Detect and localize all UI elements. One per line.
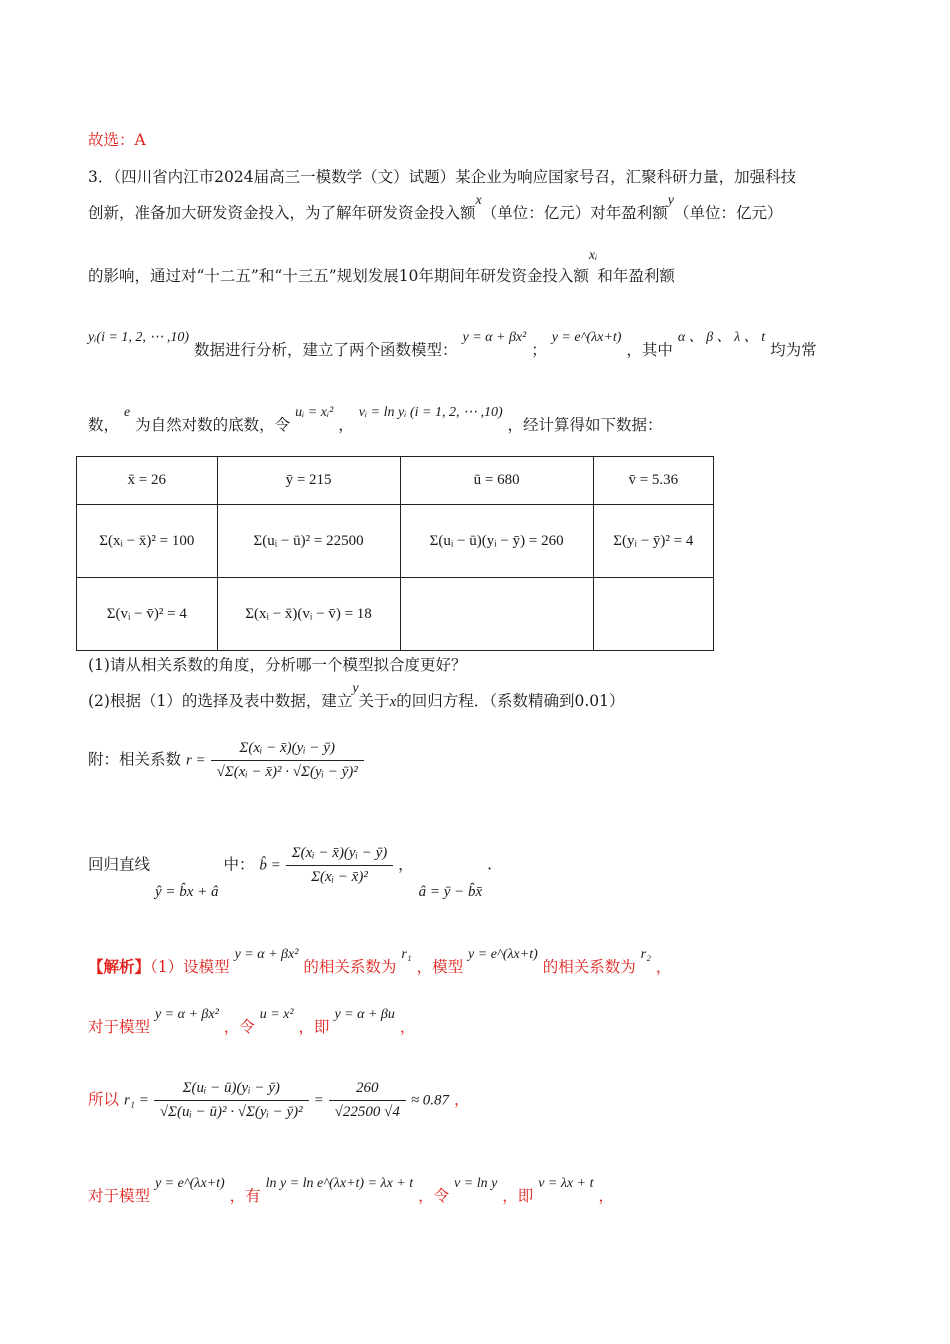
def-v: v = ln y	[454, 1176, 498, 1191]
fraction-denominator: √22500 √4	[329, 1100, 406, 1121]
solution-text: ，	[453, 1090, 470, 1109]
r1-value-fraction	[329, 1080, 406, 1121]
solution-text: 的相关系数为	[542, 958, 636, 976]
problem-text: ，经计算得如下数据：	[507, 416, 663, 434]
linear-model: v = λx + t	[538, 1176, 594, 1191]
solution-line-2	[88, 1007, 416, 1037]
data-table	[76, 456, 714, 651]
separator: ，	[338, 416, 354, 434]
model-1-formula: y = α + βx²	[154, 1007, 219, 1022]
period: .	[487, 855, 493, 874]
a-equation: â = ȳ − b̂x̄	[418, 883, 483, 900]
question-1	[88, 653, 466, 675]
solution-tag: 【解析】	[88, 957, 151, 976]
problem-text: 和年盈利额	[597, 267, 675, 285]
question-text: 的回归方程．（系数精确到0.01）	[396, 692, 625, 710]
problem-text: ，其中	[626, 341, 673, 359]
question-text: (2)根据（1）的选择及表中数据，建立	[88, 692, 353, 710]
table-cell: Σ(uᵢ − ū)(yᵢ − ȳ) = 260	[400, 505, 593, 578]
solution-line-1	[88, 947, 672, 977]
fraction-numerator: 260	[356, 1080, 379, 1096]
separator: ；	[531, 341, 547, 359]
r1-lhs: r₁ =	[123, 1092, 149, 1109]
table-cell: Σ(yᵢ − ȳ)² = 4	[593, 505, 713, 578]
r1-approx: ≈ 0.87	[410, 1092, 450, 1109]
appendix-text: 中：	[223, 855, 255, 874]
problem-line-1	[88, 165, 796, 187]
problem-text: 数据进行分析，建立了两个函数模型：	[194, 341, 458, 359]
log-transform: ln y = ln e^(λx+t) = λx + t	[265, 1176, 414, 1191]
def-u: uᵢ = xᵢ²	[295, 405, 334, 420]
solution-text: ，令	[418, 1187, 450, 1205]
def-v: vᵢ = ln yᵢ (i = 1, 2, ⋯ ,10)	[358, 405, 503, 420]
table-cell: Σ(xᵢ − x̄)² = 100	[77, 505, 218, 578]
separator: ，	[398, 855, 414, 874]
solution-text: ，	[655, 958, 672, 976]
table-cell: x̄ = 26	[77, 457, 218, 505]
b-fraction	[286, 845, 394, 886]
model-2-formula: y = e^(λx+t)	[154, 1176, 225, 1191]
solution-line-3	[88, 1080, 470, 1121]
var-yi: yᵢ(i = 1, 2, ⋯ ,10)	[88, 330, 190, 345]
model-1-formula: y = α + βx²	[462, 330, 527, 345]
problem-text: （四川省内江市2024届高三一模数学（文）试题）某企业为响应国家号召，汇聚科研力量，加强科技	[113, 168, 797, 186]
table-cell: Σ(vᵢ − v̄)² = 4	[77, 578, 218, 651]
fraction-numerator: Σ(xᵢ − x̄)(yᵢ − ȳ)	[291, 845, 388, 861]
r1: r₁	[401, 947, 412, 962]
problem-line-4	[88, 330, 817, 360]
appendix-correlation	[88, 740, 364, 781]
table-cell: v̄ = 5.36	[593, 457, 713, 505]
fraction-numerator: Σ(xᵢ − x̄)(yᵢ − ȳ)	[239, 740, 335, 756]
fraction-denominator: Σ(xᵢ − x̄)²	[286, 865, 394, 886]
problem-text: 均为常	[770, 341, 817, 359]
var-y: y	[667, 193, 674, 208]
solution-text: ，令	[223, 1018, 255, 1036]
problem-text: （单位：亿元）	[673, 204, 783, 222]
problem-number: 3．	[88, 168, 114, 186]
problem-line-3	[88, 248, 675, 286]
solution-text: （1）设模型	[150, 958, 230, 976]
appendix-label: 附：相关系数	[88, 750, 182, 769]
var-e: e	[123, 405, 131, 420]
b-lhs: b̂ =	[259, 857, 281, 874]
problem-text: 的影响，通过对“十二五”和“十三五”规划发展10年期间年研发资金投入额	[88, 267, 589, 285]
table-cell: ȳ = 215	[217, 457, 400, 505]
table-row	[77, 578, 714, 651]
answer-line	[88, 128, 146, 150]
appendix-label: 回归直线	[88, 855, 151, 874]
model-2-formula: y = e^(λx+t)	[551, 330, 622, 345]
table-cell: Σ(xᵢ − x̄)(vᵢ − v̄) = 18	[217, 578, 400, 651]
table-row	[77, 505, 714, 578]
problem-text: 创新，准备加大研发资金投入，为了解年研发资金投入额	[88, 204, 476, 222]
solution-text: 对于模型	[88, 1187, 151, 1205]
r1-fraction	[154, 1080, 309, 1121]
question-text: 关于	[358, 692, 390, 710]
fraction-denominator: √Σ(xᵢ − x̄)² · √Σ(yᵢ − ȳ)²	[211, 760, 364, 781]
table-cell	[400, 578, 593, 651]
question-text: (1)请从相关系数的角度，分析哪一个模型拟合度更好？	[88, 656, 467, 674]
problem-text: 为自然对数的底数，令	[135, 416, 291, 434]
solution-text: ，模型	[416, 958, 464, 976]
solution-text: 所以	[88, 1090, 120, 1109]
r2: r₂	[640, 947, 651, 962]
var-x: x	[389, 694, 397, 710]
regression-equation: ŷ = b̂x + â	[154, 883, 219, 900]
model-1-formula: y = α + βx²	[234, 947, 299, 962]
problem-text: （单位：亿元）对年盈利额	[481, 204, 668, 222]
problem-line-2	[88, 193, 783, 223]
solution-text: 的相关系数为	[303, 958, 397, 976]
r-lhs: r =	[185, 752, 206, 769]
def-u: u = x²	[259, 1007, 294, 1022]
solution-text: ，即	[502, 1187, 534, 1205]
solution-text: ，有	[229, 1187, 261, 1205]
table-cell	[593, 578, 713, 651]
equals-sign: =	[313, 1092, 324, 1109]
solution-text: 对于模型	[88, 1018, 151, 1036]
fraction-denominator: √Σ(uᵢ − ū)² · √Σ(yᵢ − ȳ)²	[154, 1100, 309, 1121]
problem-line-5	[88, 405, 663, 435]
question-2	[88, 681, 625, 711]
var-x: x	[475, 193, 482, 208]
table-row	[77, 457, 714, 505]
answer-text: 故选：A	[88, 131, 146, 149]
var-xi: xᵢ	[588, 248, 598, 263]
solution-text: ，即	[298, 1018, 330, 1036]
linear-model: y = α + βu	[334, 1007, 395, 1022]
model-2-formula: y = e^(λx+t)	[468, 947, 538, 962]
solution-line-4	[88, 1176, 614, 1206]
fraction-numerator: Σ(uᵢ − ū)(yᵢ − ȳ)	[182, 1080, 280, 1096]
table-cell: Σ(uᵢ − ū)² = 22500	[217, 505, 400, 578]
parameters: α 、 β 、 λ 、 t	[677, 330, 766, 345]
solution-text: ，	[399, 1018, 416, 1036]
table-cell: ū = 680	[400, 457, 593, 505]
solution-text: ，	[598, 1187, 614, 1205]
appendix-regression	[88, 845, 493, 900]
var-y: y	[352, 681, 359, 696]
problem-text: 数，	[88, 416, 120, 434]
correlation-fraction	[211, 740, 364, 781]
